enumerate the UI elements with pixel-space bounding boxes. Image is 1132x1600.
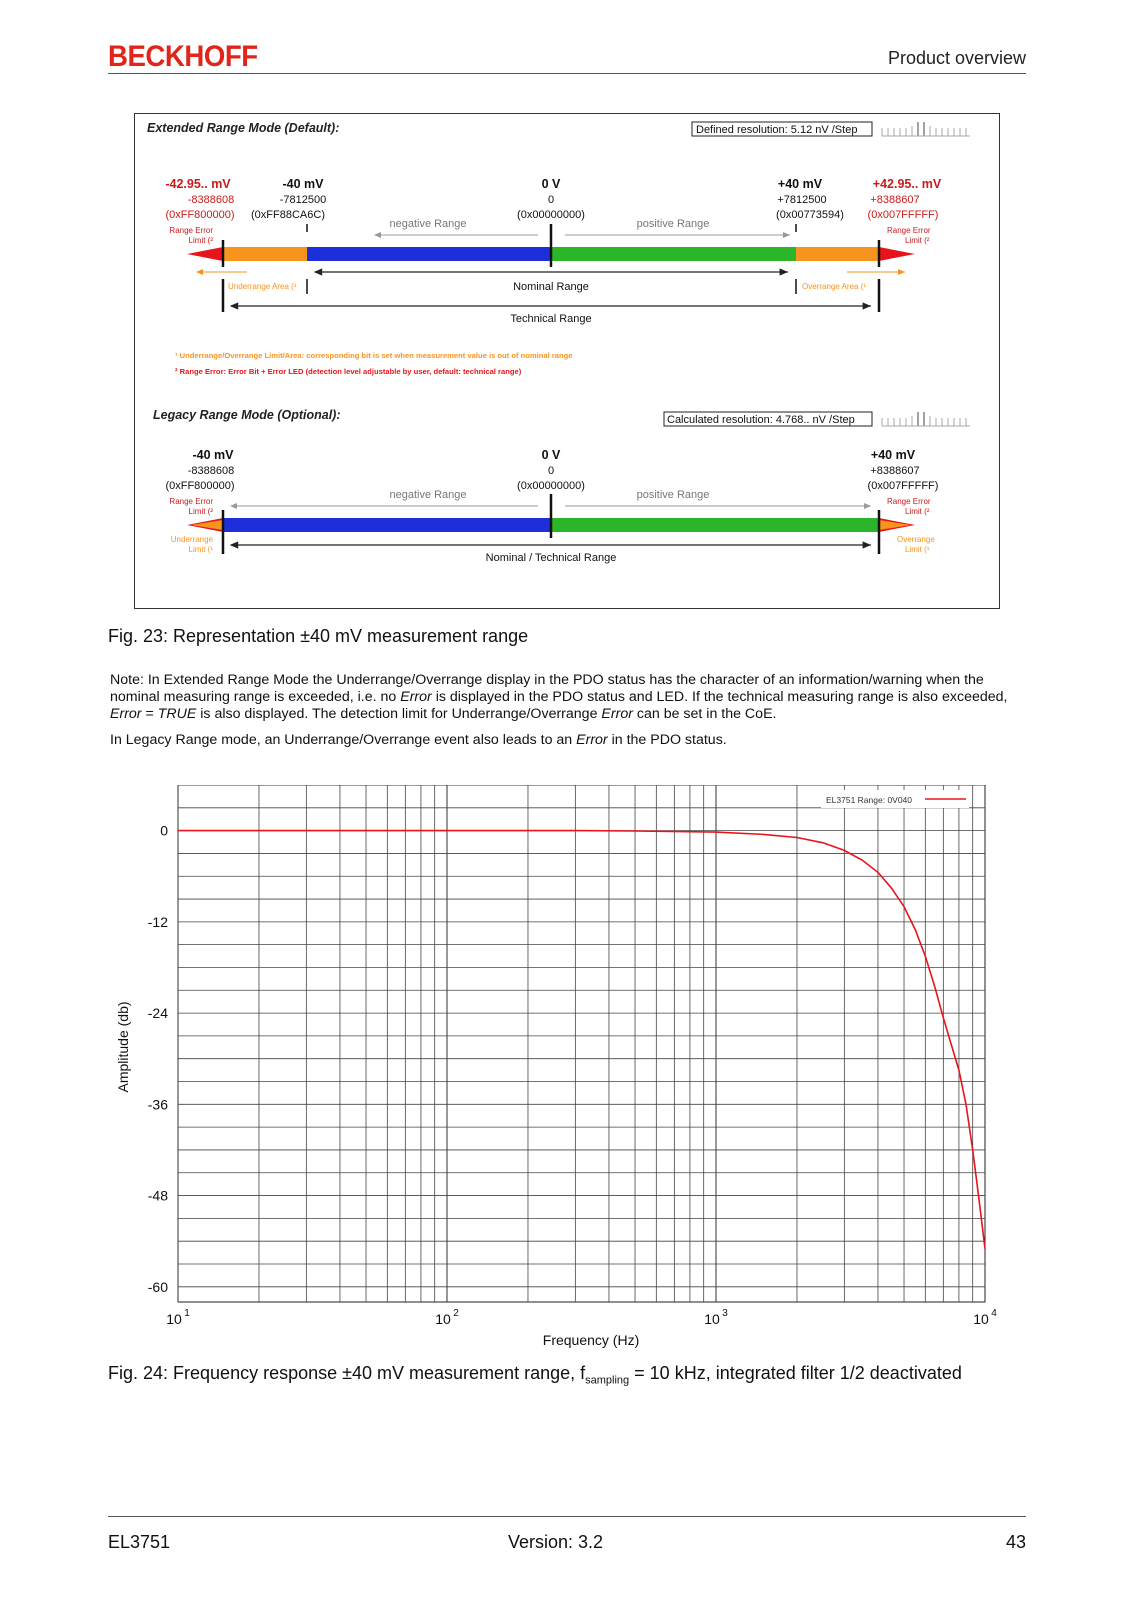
leg-range-error-right-1: Range Error (887, 497, 931, 506)
section-title: Product overview (887, 48, 1026, 68)
footer-rule (108, 1516, 1026, 1517)
header-rule (108, 73, 1026, 74)
y-axis-label: Amplitude (db) (115, 1001, 131, 1093)
ext-label-2-hex: (0x00000000) (517, 209, 585, 221)
fig24-caption: Fig. 24: Frequency response ±40 mV measurement range, $f_{sampling} = 10$ kHz, integrated filter 1/2 deactivated (108, 1363, 962, 1387)
leg-overrange-limit-1: Overrange (897, 535, 935, 544)
ext-label-0-dec: -8388608 (187, 194, 235, 206)
footer-version: Version: 3.2 (508, 1532, 604, 1552)
brand-logo: BECKHOFF (108, 40, 258, 73)
y-tick-label: -36 (147, 1096, 168, 1113)
x-tick-label: 10 (973, 1311, 989, 1327)
y-tick-label: 0 (160, 822, 168, 839)
leg-positive-bar (551, 518, 879, 532)
ext-negative-range: negative Range (389, 218, 467, 230)
ext-positive-range: positive Range (636, 218, 710, 230)
ext-range-error-right-1: Range Error (887, 226, 931, 235)
ext-range-error-left-2: Limit (² (188, 236, 213, 245)
extended-resolution: Defined resolution: 5.12 nV /Step (696, 124, 858, 136)
ext-label-3-hex: (0x00773594) (776, 209, 844, 221)
leg-nominal-technical-range: Nominal / Technical Range (485, 552, 617, 564)
leg-label-1-dec: 0 (547, 465, 555, 477)
leg-label-1-mv: 0 V (541, 448, 561, 462)
ext-error-left-tip (187, 247, 223, 261)
footnote-1: ¹ Underrange/Overrange Limit/Area: corresponding bit is set when measurement value is out of nominal range (175, 351, 573, 360)
leg-label-2-mv: +40 mV (870, 448, 916, 462)
ext-label-2-dec: 0 (547, 194, 555, 206)
ext-label-0-mv: -42.95.. mV (165, 177, 231, 191)
footnote-2: ² Range Error: Error Bit + Error LED (detection level adjustable by user, default: technical range) (175, 367, 522, 376)
x-tick-label: 10 (704, 1311, 720, 1327)
leg-label-0-dec: -8388608 (187, 465, 235, 477)
ext-positive-bar (551, 247, 796, 261)
leg-label-1-hex: (0x00000000) (517, 480, 585, 492)
ext-overrange-area: Overrange Area (¹ (802, 282, 867, 291)
extended-title: Extended Range Mode (Default): (147, 121, 340, 135)
leg-underrange-limit-2: Limit (¹ (188, 545, 213, 554)
leg-range-error-right-2: Limit (² (905, 507, 930, 516)
x-tick-exponent: 4 (991, 1308, 997, 1319)
legacy-title: Legacy Range Mode (Optional): (153, 408, 341, 422)
ext-range-error-right-2: Limit (² (905, 236, 930, 245)
footer-page: 43 (1005, 1532, 1026, 1552)
ext-label-3-mv: +40 mV (777, 177, 823, 191)
resolution-ticks-icon (882, 122, 970, 136)
plot-area (178, 785, 985, 1302)
y-tick-label: -24 (147, 1005, 168, 1022)
ext-label-4-hex: (0x007FFFFF) (867, 209, 939, 221)
x-tick-exponent: 2 (453, 1308, 459, 1319)
y-tick-label: -60 (147, 1278, 168, 1295)
legacy-resolution: Calculated resolution: 4.768.. nV /Step (667, 414, 855, 426)
legacy-labels (165, 448, 938, 492)
ext-label-3-dec: +7812500 (777, 194, 827, 206)
chart-svg (108, 785, 1028, 1360)
resolution-ticks-icon (882, 412, 970, 426)
ext-label-1-dec: -7812500 (279, 194, 327, 206)
x-tick-exponent: 3 (722, 1308, 728, 1319)
legend-label: EL3751 Range: 0V040 (826, 795, 913, 805)
x-tick-exponent: 1 (184, 1308, 190, 1319)
frequency-response-chart (108, 785, 1028, 1365)
note-paragraph-1: Note: In Extended Range Mode the Underrange/Overrange display in the PDO status has the character of an information/warning when the nominal measuring range is exceeded, i.e. no Error is displayed in the PDO status and LED. If the technical measuring range is also exceeded, Error = TRUE is also displayed. The detection limit for Underrange/Overrange Error can be set in the CoE. (110, 672, 1008, 722)
ext-range-error-left-1: Range Error (169, 226, 213, 235)
ext-underrange-bar (223, 247, 307, 261)
extended-labels (165, 177, 942, 221)
ext-label-1-hex: (0xFF88CA6C) (251, 209, 325, 221)
ext-label-0-hex: (0xFF800000) (165, 209, 235, 221)
ext-label-1-mv: -40 mV (282, 177, 324, 191)
leg-range-error-left-1: Range Error (169, 497, 213, 506)
ext-error-right-tip (879, 247, 915, 261)
leg-negative-range: negative Range (389, 489, 467, 501)
ext-technical-range: Technical Range (510, 313, 592, 325)
y-tick-label: -12 (147, 913, 168, 930)
note-paragraph-2: In Legacy Range mode, an Underrange/Overrange event also leads to an Error in the PDO status. (110, 732, 727, 748)
leg-overrange-limit-2: Limit (¹ (905, 545, 930, 554)
ext-underrange-area: Underrange Area (¹ (228, 282, 297, 291)
leg-label-2-hex: (0x007FFFFF) (867, 480, 939, 492)
x-tick-label: 10 (166, 1311, 182, 1327)
y-tick-label: -48 (147, 1187, 168, 1204)
leg-label-2-dec: +8388607 (870, 465, 920, 477)
ext-label-4-mv: +42.95.. mV (872, 177, 942, 191)
range-diagram (134, 113, 1000, 609)
footer-product: EL3751 (108, 1532, 171, 1552)
x-axis-label: Frequency (Hz) (542, 1332, 640, 1348)
leg-label-0-hex: (0xFF800000) (165, 480, 235, 492)
ext-nominal-range: Nominal Range (513, 281, 589, 293)
ext-label-4-dec: +8388607 (870, 194, 920, 206)
leg-negative-bar (223, 518, 551, 532)
ext-overrange-bar (796, 247, 879, 261)
leg-range-error-left-2: Limit (² (188, 507, 213, 516)
fig23-caption: Fig. 23: Representation ±40 mV measurement range (108, 626, 529, 646)
x-tick-label: 10 (435, 1311, 451, 1327)
ext-negative-bar (307, 247, 551, 261)
leg-positive-range: positive Range (636, 489, 710, 501)
ext-label-2-mv: 0 V (541, 177, 561, 191)
leg-label-0-mv: -40 mV (192, 448, 234, 462)
leg-underrange-limit-1: Underrange (170, 535, 213, 544)
